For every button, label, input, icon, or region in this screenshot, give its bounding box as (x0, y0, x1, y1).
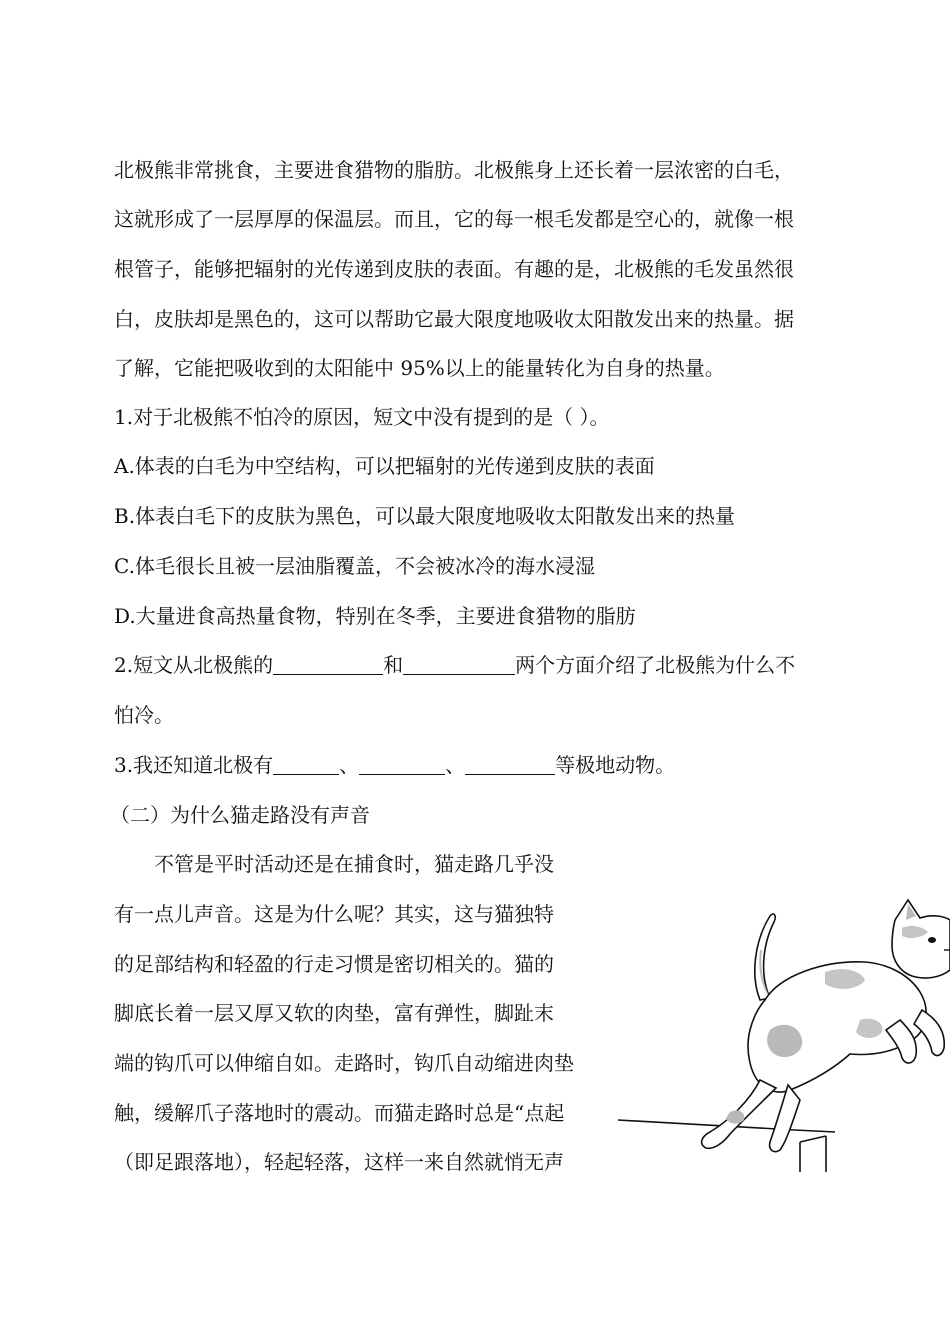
question-1-option-b: B.体表白毛下的皮肤为黑色，可以最大限度地吸收太阳散发出来的热量 (114, 504, 736, 528)
question-1-option-d: D.大量进食高热量食物，特别在冬季，主要进食猎物的脂肪 (114, 604, 636, 628)
passage-line: 白，皮肤却是黑色的，这可以帮助它最大限度地吸收太阳散发出来的热量。据 (114, 307, 794, 331)
question-3-text: 3.我还知道北极有 (114, 753, 274, 777)
cat-head (892, 900, 950, 978)
passage-line: 不管是平时活动还是在捕食时，猫走路几乎没 (114, 852, 554, 876)
answer-blank[interactable] (273, 654, 383, 675)
question-3-text: 等极地动物。 (555, 753, 676, 777)
passage-line: 的足部结构和轻盈的行走习惯是密切相关的。猫的 (114, 952, 554, 976)
passage-line: 触，缓解爪子落地时的震动。而猫走路时总是“点起 (114, 1101, 565, 1125)
answer-blank[interactable] (273, 754, 339, 775)
passage-line: 这就形成了一层厚厚的保温层。而且，它的每一根毛发都是空心的，就像一根 (114, 207, 794, 231)
answer-blank[interactable] (403, 654, 515, 675)
passage-line: 脚底长着一层又厚又软的肉垫，富有弹性，脚趾末 (114, 1001, 554, 1025)
passage-line: 端的钩爪可以伸缩自如。走路时，钩爪自动缩进肉垫 (114, 1051, 574, 1075)
question-2-text: 2.短文从北极熊的 (114, 653, 274, 677)
cat-jumping-illustration (610, 880, 950, 1180)
passage-line: 北极熊非常挑食，主要进食猎物的脂肪。北极熊身上还长着一层浓密的白毛， (114, 158, 794, 182)
answer-blank[interactable] (359, 754, 445, 775)
question-3-separator: 、 (339, 753, 360, 777)
question-1-stem: 1.对于北极熊不怕冷的原因，短文中没有提到的是（ ）。 (114, 405, 610, 429)
question-2-text: 两个方面介绍了北极熊为什么不 (515, 653, 796, 677)
question-2 (114, 652, 795, 678)
passage-line: 根管子，能够把辐射的光传递到皮肤的表面。有趣的是，北极熊的毛发虽然很 (114, 257, 794, 281)
cat-eye (928, 937, 936, 943)
question-1-option-a: A.体表的白毛为中空结构，可以把辐射的光传递到皮肤的表面 (114, 454, 655, 478)
question-2-text: 和 (383, 653, 404, 677)
question-3 (114, 752, 675, 778)
passage-line: 了解，它能把吸收到的太阳能中 95%以上的能量转化为自身的热量。 (114, 356, 725, 380)
question-3-separator: 、 (445, 753, 466, 777)
passage-line: 有一点儿声音。这是为什么呢？其实，这与猫独特 (114, 902, 554, 926)
cat-hind-leg (770, 1085, 800, 1152)
question-1-option-c: C.体毛很长且被一层油脂覆盖，不会被冰冷的海水浸湿 (114, 554, 595, 578)
passage-line: （即足跟落地），轻起轻落，这样一来自然就悄无声 (114, 1150, 564, 1174)
question-2-continued: 怕冷。 (114, 703, 174, 727)
answer-blank[interactable] (465, 754, 555, 775)
section-title: （二）为什么猫走路没有声音 (110, 803, 370, 827)
